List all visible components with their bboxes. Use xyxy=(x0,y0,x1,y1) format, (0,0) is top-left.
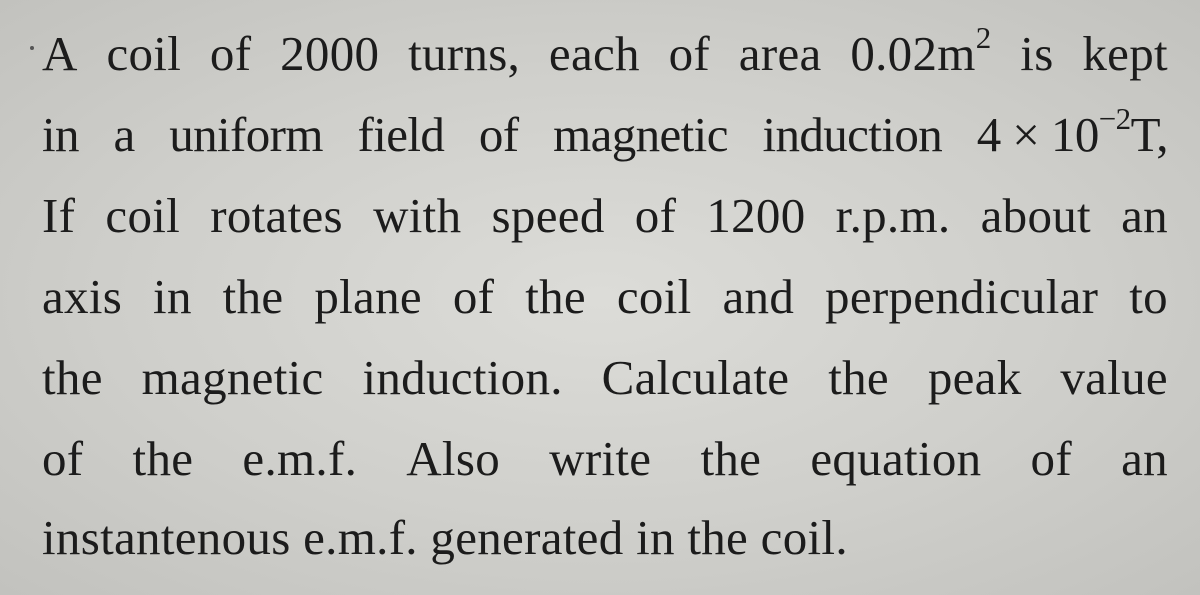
word: magnetic xyxy=(141,350,324,405)
word: an xyxy=(1121,188,1168,243)
word: If xyxy=(42,188,76,243)
word: peak xyxy=(927,350,1022,405)
area-exponent: 2 xyxy=(975,20,992,55)
text-line-7: instantenous e.m.f. generated in the coil. xyxy=(42,510,848,565)
field-unit: T, xyxy=(1130,107,1168,162)
word: axis xyxy=(42,269,123,324)
word: the xyxy=(42,350,103,405)
word: induction. xyxy=(362,350,563,405)
word: rotates xyxy=(210,188,343,243)
word: in xyxy=(153,269,192,324)
word: field xyxy=(357,107,445,162)
text-line-4 xyxy=(42,257,1168,337)
field-exponent: −2 xyxy=(1098,101,1131,136)
word: 2000 xyxy=(280,26,380,81)
word: perpendicular xyxy=(825,269,1099,324)
word: the xyxy=(132,431,194,486)
word: equation xyxy=(810,431,982,486)
text-line-1 xyxy=(42,14,1168,94)
word: the xyxy=(828,350,889,405)
word: of xyxy=(478,107,519,162)
word: the xyxy=(525,269,586,324)
word: and xyxy=(722,269,795,324)
word: value xyxy=(1060,350,1168,405)
area-value xyxy=(850,14,991,94)
stray-dot xyxy=(30,46,34,50)
word: e.m.f. xyxy=(242,431,358,486)
word: a xyxy=(113,107,135,162)
text-line-2 xyxy=(42,95,1168,175)
word: uniform xyxy=(169,107,323,162)
word: of xyxy=(634,188,677,243)
word: coil xyxy=(616,269,692,324)
field-base: 4 × 10 xyxy=(976,107,1099,162)
word: Calculate xyxy=(601,350,790,405)
word: of xyxy=(1030,431,1072,486)
word: each xyxy=(548,26,640,81)
word: about xyxy=(980,188,1091,243)
word: an xyxy=(1121,431,1168,486)
word: coil xyxy=(105,188,181,243)
word: of xyxy=(668,26,711,81)
word: A xyxy=(42,26,78,81)
text-line-3 xyxy=(42,176,1168,256)
word: the xyxy=(222,269,284,324)
field-value xyxy=(977,95,1168,175)
word: write xyxy=(549,431,652,486)
word: kept xyxy=(1082,26,1168,81)
word: in xyxy=(42,107,79,162)
word: coil xyxy=(106,26,182,81)
word: area xyxy=(738,26,822,81)
word: of xyxy=(42,431,84,486)
word: of xyxy=(209,26,252,81)
word: induction xyxy=(762,107,943,162)
word: speed xyxy=(491,188,605,243)
word: of xyxy=(452,269,495,324)
text-line-5 xyxy=(42,338,1168,418)
word: turns, xyxy=(408,26,521,81)
word: with xyxy=(373,188,462,243)
word: Also xyxy=(406,431,501,486)
word: is xyxy=(1020,26,1054,81)
word: the xyxy=(700,431,762,486)
area-base: 0.02m xyxy=(850,26,976,81)
word: r.p.m. xyxy=(835,188,951,243)
text-line-6 xyxy=(42,419,1168,499)
word: plane xyxy=(314,269,422,324)
word: to xyxy=(1129,269,1168,324)
word: magnetic xyxy=(553,107,728,162)
word: 1200 xyxy=(706,188,806,243)
